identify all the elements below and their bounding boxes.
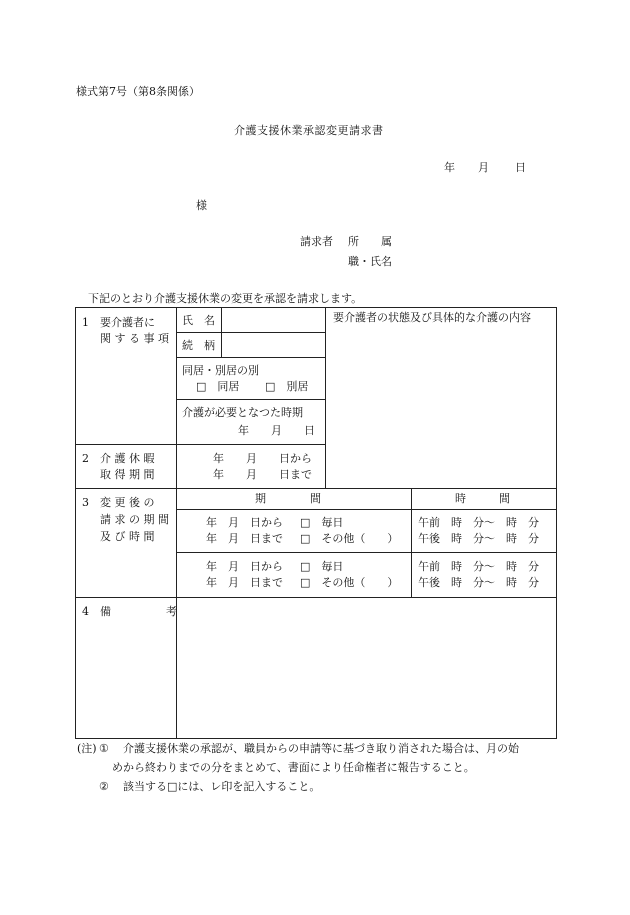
addressee-suffix: 様 [196,199,207,212]
row2-option-other[interactable]: □ その他（ ） [300,576,399,589]
remarks-heading: 4 備 考 [82,605,177,618]
page-title: 介護支援休業承認変更請求書 [234,124,384,137]
cohabit-option-separate[interactable]: □ 別居 [265,380,309,393]
period-header: 期 間 [255,492,321,505]
row2-from: 年 月 日から [206,560,283,573]
cohabit-title: 同居・別居の別 [182,364,259,377]
cohabit-option-together[interactable]: □ 同居 [196,380,240,393]
remarks-area[interactable] [177,598,556,738]
section2-heading-line1: 2 介 護 休 暇 [82,452,155,465]
row1-pm: 午後 時 分～ 時 分 [418,532,539,545]
row1-to: 年 月 日まで [206,532,283,545]
notes-prefix: (注) [77,742,97,755]
note1-marker: ① [99,742,109,755]
section1-heading-line2: 関 す る 事 項 [100,332,169,345]
date-month: 月 [478,161,489,174]
time-header: 時 間 [455,492,510,505]
note1-line1: 介護支援休業の承認が、職員からの申請等に基づき取り消された場合は、月の始 [123,742,519,755]
row1-option-other[interactable]: □ その他（ ） [300,532,399,545]
section2-heading-line2: 取 得 期 間 [100,468,155,481]
requester-label: 請求者 [300,235,333,248]
form-number: 様式第7号（第8条関係） [76,85,200,98]
relation-field-label: 続 柄 [182,339,215,352]
row2-pm: 午後 時 分～ 時 分 [418,576,539,589]
name-label: 職・氏名 [348,255,392,268]
row1-from: 年 月 日から [206,516,283,529]
section3-heading-line1: 3 変 更 後 の [82,496,155,509]
intro-text: 下記のとおり介護支援休業の変更を承認を請求します。 [88,292,363,305]
care-needed-date: 年 月 日 [238,424,315,437]
row1-option-daily[interactable]: □ 毎日 [300,516,344,529]
condition-label: 要介護者の状態及び具体的な介護の内容 [333,311,531,324]
row1-am: 午前 時 分～ 時 分 [418,516,539,529]
row2-am: 午前 時 分～ 時 分 [418,560,539,573]
note2-text: 該当する□には、レ印を記入すること。 [123,780,321,793]
name-field-label: 氏 名 [182,314,215,327]
section1-heading-line1: 1 要介護者に [82,316,155,329]
affiliation-label: 所 属 [348,235,392,248]
section3-heading-line3: 及 び 時 間 [100,530,155,543]
leave-to: 年 月 日まで [213,468,312,481]
date-year: 年 [444,161,455,174]
date-day: 日 [515,161,526,174]
note1-line2: めから終わりまでの分をまとめて、書面により任命権者に報告すること。 [112,761,475,774]
row2-option-daily[interactable]: □ 毎日 [300,560,344,573]
care-needed-title: 介護が必要となつた時期 [182,406,303,419]
leave-from: 年 月 日から [213,452,312,465]
section3-heading-line2: 請 求 の 期 間 [100,513,169,526]
row2-to: 年 月 日まで [206,576,283,589]
note2-marker: ② [99,780,109,793]
